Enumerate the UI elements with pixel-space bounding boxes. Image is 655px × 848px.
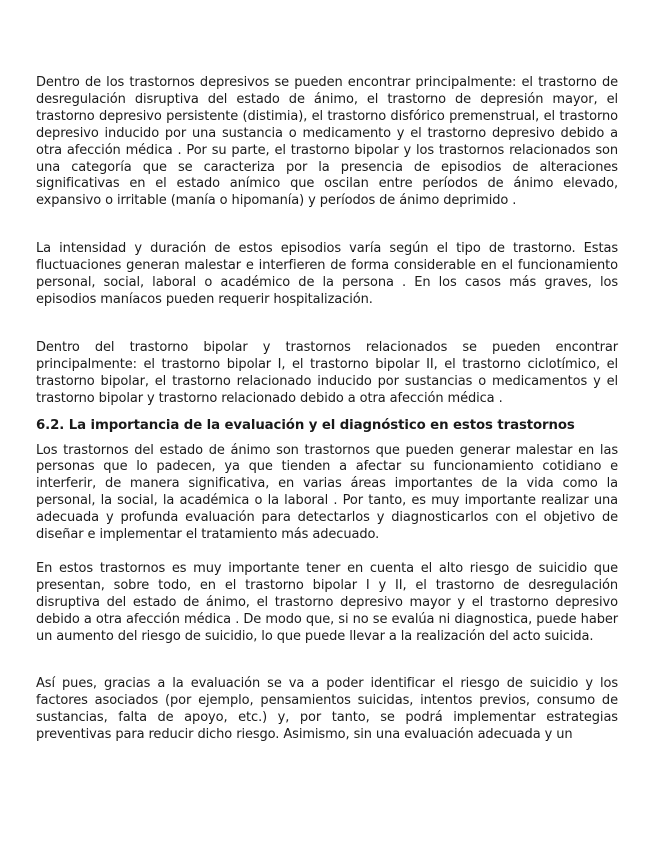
paragraph-depressive-disorders: Dentro de los trastornos depresivos se pueden encontrar principalmente: el trastorno de desregulación disruptiva del estado de ánimo, el trastorno de depresión mayor, el trastorno depresivo persistente (distimia), el trastorno disfórico premenstrual, el trastorno depresivo inducido por una sustancia o medicamento y el trastorno depresivo debido a otra afección médica . Por su parte, el trastorno bipolar y los trastornos relacionados son una categoría que se caracteriza por la presencia de episodios de alteraciones significativas en el estado anímico que oscilan entre períodos de ánimo elevado, expansivo o irritable (manía o hipomanía) y períodos de ánimo deprimido . bbox=[36, 75, 618, 209]
document-page bbox=[36, 75, 618, 744]
paragraph-intensity-duration: La intensidad y duración de estos episodios varía según el tipo de trastorno. Estas fluctuaciones generan malestar e interfieren de forma considerable en el funcionamiento personal, social, laboral o académico de la persona . En los casos más graves, los episodios maníacos pueden requerir hospitalización. bbox=[36, 241, 618, 307]
paragraph-evaluation-benefits: Así pues, gracias a la evaluación se va a poder identificar el riesgo de suicidio y los factores asociados (por ejemplo, pensamientos suicidas, intentos previos, consumo de sustancias, falta de apoyo, etc.) y, por tanto, se podrá implementar estrategias preventivas para reducir dicho riesgo. Asimismo, sin una evaluación adecuada y un bbox=[36, 676, 618, 743]
section-heading: 6.2. La importancia de la evaluación y el diagnóstico en estos trastornos bbox=[36, 417, 575, 433]
paragraph-bipolar-disorders: Dentro del trastorno bipolar y trastornos relacionados se pueden encontrar principalmente: el trastorno bipolar I, el trastorno bipolar II, el trastorno ciclotímico, el trastorno bipolar, el trastorno relacionado inducido por sustancias o medicamentos y el trastorno bipolar y trastorno relacionado debido a otra afección médica . bbox=[36, 339, 618, 406]
paragraph-suicide-risk: En estos trastornos es muy importante tener en cuenta el alto riesgo de suicidio que presentan, sobre todo, en el trastorno bipolar I y II, el trastorno de desregulación disruptiva del estado de ánimo, el trastorno depresivo mayor y el trastorno depresivo debido a otra afección médica . De modo que, si no se evalúa ni diagnostica, puede haber un aumento del riesgo de suicidio, lo que puede llevar a la realización del acto suicida. bbox=[36, 560, 618, 644]
paragraph-importance-evaluation: Los trastornos del estado de ánimo son trastornos que pueden generar malestar en las personas que lo padecen, ya que tienden a afectar su funcionamiento cotidiano e interferir, de manera significativa, en varias áreas importantes de la vida como la personal, la social, la académica o la laboral . Por tanto, es muy importante realizar una adecuada y profunda evaluación para detectarlos y diagnosticarlos con el objetivo de diseñar e implementar el tratamiento más adecuado. bbox=[36, 442, 618, 543]
